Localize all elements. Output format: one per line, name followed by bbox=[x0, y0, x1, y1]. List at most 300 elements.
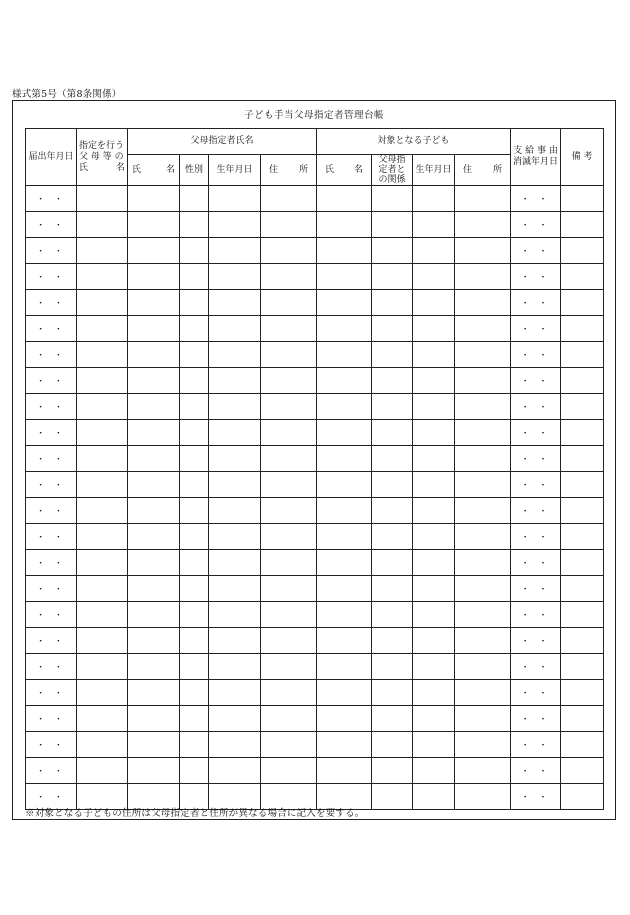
entry-cell[interactable] bbox=[180, 524, 209, 550]
entry-cell[interactable] bbox=[77, 290, 128, 316]
entry-cell[interactable] bbox=[455, 186, 511, 212]
entry-cell[interactable] bbox=[561, 394, 604, 420]
entry-cell[interactable] bbox=[372, 524, 413, 550]
table-row bbox=[26, 186, 604, 212]
filing-date-cell[interactable]: ・ ・ bbox=[26, 420, 77, 446]
entry-cell[interactable] bbox=[209, 264, 261, 290]
entry-cell[interactable] bbox=[77, 732, 128, 758]
entry-cell[interactable] bbox=[180, 342, 209, 368]
entry-cell[interactable] bbox=[372, 446, 413, 472]
filing-date-cell[interactable]: ・ ・ bbox=[26, 446, 77, 472]
entry-cell[interactable] bbox=[77, 524, 128, 550]
entry-cell[interactable] bbox=[180, 420, 209, 446]
filing-date-cell[interactable]: ・ ・ bbox=[26, 706, 77, 732]
entry-cell[interactable] bbox=[561, 758, 604, 784]
entry-cell[interactable] bbox=[261, 706, 317, 732]
entry-cell[interactable] bbox=[209, 186, 261, 212]
table-row bbox=[26, 290, 604, 316]
filing-date-cell[interactable]: ・ ・ bbox=[26, 602, 77, 628]
entry-cell[interactable] bbox=[372, 316, 413, 342]
filing-date-cell[interactable]: ・ ・ bbox=[26, 290, 77, 316]
entry-cell[interactable] bbox=[561, 576, 604, 602]
entry-cell[interactable] bbox=[128, 524, 180, 550]
entry-cell[interactable] bbox=[413, 342, 455, 368]
entry-cell[interactable] bbox=[317, 524, 372, 550]
reason-date-cell[interactable]: ・ ・ bbox=[511, 706, 561, 732]
entry-cell[interactable] bbox=[261, 498, 317, 524]
entry-cell[interactable] bbox=[77, 186, 128, 212]
entry-cell[interactable] bbox=[261, 680, 317, 706]
entry-cell[interactable] bbox=[77, 498, 128, 524]
entry-cell[interactable] bbox=[209, 654, 261, 680]
entry-cell[interactable] bbox=[561, 602, 604, 628]
entry-cell[interactable] bbox=[455, 394, 511, 420]
entry-cell[interactable] bbox=[180, 732, 209, 758]
entry-cell[interactable] bbox=[77, 342, 128, 368]
entry-cell[interactable] bbox=[128, 264, 180, 290]
reason-date-cell[interactable]: ・ ・ bbox=[511, 498, 561, 524]
filing-date-cell[interactable]: ・ ・ bbox=[26, 524, 77, 550]
entry-cell[interactable] bbox=[372, 238, 413, 264]
reason-date-cell[interactable]: ・ ・ bbox=[511, 238, 561, 264]
table-row bbox=[26, 732, 604, 758]
entry-cell[interactable] bbox=[372, 784, 413, 810]
entry-cell[interactable] bbox=[77, 238, 128, 264]
entry-cell[interactable] bbox=[209, 290, 261, 316]
entry-cell[interactable] bbox=[261, 524, 317, 550]
entry-cell[interactable] bbox=[209, 420, 261, 446]
entry-cell[interactable] bbox=[261, 472, 317, 498]
entry-cell[interactable] bbox=[413, 654, 455, 680]
entry-cell[interactable] bbox=[77, 628, 128, 654]
entry-cell[interactable] bbox=[180, 680, 209, 706]
reason-date-cell[interactable]: ・ ・ bbox=[511, 732, 561, 758]
entry-cell[interactable] bbox=[317, 758, 372, 784]
entry-cell[interactable] bbox=[261, 186, 317, 212]
entry-cell[interactable] bbox=[455, 498, 511, 524]
entry-cell[interactable] bbox=[413, 550, 455, 576]
entry-cell[interactable] bbox=[77, 550, 128, 576]
entry-cell[interactable] bbox=[209, 446, 261, 472]
entry-cell[interactable] bbox=[413, 212, 455, 238]
entry-cell[interactable] bbox=[413, 602, 455, 628]
reason-date-cell[interactable]: ・ ・ bbox=[511, 758, 561, 784]
entry-cell[interactable] bbox=[317, 394, 372, 420]
reason-date-cell[interactable]: ・ ・ bbox=[511, 680, 561, 706]
entry-cell[interactable] bbox=[455, 758, 511, 784]
entry-cell[interactable] bbox=[413, 420, 455, 446]
entry-cell[interactable] bbox=[209, 732, 261, 758]
entry-cell[interactable] bbox=[77, 706, 128, 732]
entry-cell[interactable] bbox=[261, 238, 317, 264]
entry-cell[interactable] bbox=[317, 576, 372, 602]
entry-cell[interactable] bbox=[372, 732, 413, 758]
entry-cell[interactable] bbox=[209, 394, 261, 420]
reason-date-cell[interactable]: ・ ・ bbox=[511, 368, 561, 394]
entry-cell[interactable] bbox=[128, 758, 180, 784]
entry-cell[interactable] bbox=[261, 342, 317, 368]
entry-cell[interactable] bbox=[561, 446, 604, 472]
entry-cell[interactable] bbox=[209, 706, 261, 732]
entry-cell[interactable] bbox=[455, 264, 511, 290]
filing-date-cell[interactable]: ・ ・ bbox=[26, 550, 77, 576]
filing-date-cell[interactable]: ・ ・ bbox=[26, 212, 77, 238]
entry-cell[interactable] bbox=[561, 368, 604, 394]
entry-cell[interactable] bbox=[372, 264, 413, 290]
ledger-title: 子ども手当父母指定者管理台帳 bbox=[243, 110, 384, 121]
entry-cell[interactable] bbox=[455, 628, 511, 654]
entry-cell[interactable] bbox=[317, 550, 372, 576]
filing-date-cell[interactable]: ・ ・ bbox=[26, 472, 77, 498]
entry-cell[interactable] bbox=[455, 472, 511, 498]
filing-date-cell[interactable]: ・ ・ bbox=[26, 368, 77, 394]
reason-date-cell[interactable]: ・ ・ bbox=[511, 420, 561, 446]
entry-cell[interactable] bbox=[209, 238, 261, 264]
entry-cell[interactable] bbox=[317, 238, 372, 264]
entry-cell[interactable] bbox=[317, 212, 372, 238]
entry-cell[interactable] bbox=[455, 784, 511, 810]
filing-date-cell[interactable]: ・ ・ bbox=[26, 784, 77, 810]
entry-cell[interactable] bbox=[77, 368, 128, 394]
entry-cell[interactable] bbox=[128, 316, 180, 342]
filing-date-cell[interactable]: ・ ・ bbox=[26, 680, 77, 706]
entry-cell[interactable] bbox=[317, 602, 372, 628]
entry-cell[interactable] bbox=[77, 420, 128, 446]
entry-cell[interactable] bbox=[261, 420, 317, 446]
entry-cell[interactable] bbox=[180, 602, 209, 628]
entry-cell[interactable] bbox=[317, 316, 372, 342]
entry-cell[interactable] bbox=[261, 290, 317, 316]
entry-cell[interactable] bbox=[413, 706, 455, 732]
entry-cell[interactable] bbox=[261, 264, 317, 290]
entry-cell[interactable] bbox=[317, 472, 372, 498]
entry-cell[interactable] bbox=[209, 628, 261, 654]
entry-cell[interactable] bbox=[128, 342, 180, 368]
entry-cell[interactable] bbox=[413, 238, 455, 264]
entry-cell[interactable] bbox=[413, 524, 455, 550]
entry-cell[interactable] bbox=[455, 706, 511, 732]
entry-cell[interactable] bbox=[77, 316, 128, 342]
entry-cell[interactable] bbox=[261, 316, 317, 342]
filing-date-cell[interactable]: ・ ・ bbox=[26, 498, 77, 524]
reason-date-cell[interactable]: ・ ・ bbox=[511, 550, 561, 576]
entry-cell[interactable] bbox=[180, 368, 209, 394]
entry-cell[interactable] bbox=[455, 602, 511, 628]
header-remarks: 備 考 bbox=[561, 129, 604, 186]
entry-cell[interactable] bbox=[180, 628, 209, 654]
entry-cell[interactable] bbox=[455, 680, 511, 706]
entry-cell[interactable] bbox=[372, 602, 413, 628]
entry-cell[interactable] bbox=[413, 368, 455, 394]
entry-cell[interactable] bbox=[128, 186, 180, 212]
entry-cell[interactable] bbox=[372, 758, 413, 784]
entry-cell[interactable] bbox=[561, 550, 604, 576]
entry-cell[interactable] bbox=[561, 654, 604, 680]
entry-cell[interactable] bbox=[180, 290, 209, 316]
reason-date-cell[interactable]: ・ ・ bbox=[511, 602, 561, 628]
filing-date-cell[interactable]: ・ ・ bbox=[26, 186, 77, 212]
entry-cell[interactable] bbox=[128, 238, 180, 264]
entry-cell[interactable] bbox=[455, 550, 511, 576]
entry-cell[interactable] bbox=[128, 420, 180, 446]
entry-cell[interactable] bbox=[561, 732, 604, 758]
entry-cell[interactable] bbox=[372, 186, 413, 212]
entry-cell[interactable] bbox=[128, 498, 180, 524]
entry-cell[interactable] bbox=[77, 680, 128, 706]
entry-cell[interactable] bbox=[180, 238, 209, 264]
entry-cell[interactable] bbox=[413, 186, 455, 212]
entry-cell[interactable] bbox=[561, 186, 604, 212]
entry-cell[interactable] bbox=[455, 654, 511, 680]
table-row bbox=[26, 368, 604, 394]
entry-cell[interactable] bbox=[317, 186, 372, 212]
entry-cell[interactable] bbox=[561, 264, 604, 290]
entry-cell[interactable] bbox=[455, 420, 511, 446]
entry-cell[interactable] bbox=[128, 680, 180, 706]
entry-cell[interactable] bbox=[413, 316, 455, 342]
entry-cell[interactable] bbox=[317, 264, 372, 290]
filing-date-cell[interactable]: ・ ・ bbox=[26, 316, 77, 342]
entry-cell[interactable] bbox=[413, 264, 455, 290]
entry-cell[interactable] bbox=[209, 758, 261, 784]
entry-cell[interactable] bbox=[561, 212, 604, 238]
entry-cell[interactable] bbox=[561, 238, 604, 264]
entry-cell[interactable] bbox=[128, 446, 180, 472]
entry-cell[interactable] bbox=[317, 706, 372, 732]
table-row bbox=[26, 342, 604, 368]
entry-cell[interactable] bbox=[317, 420, 372, 446]
header-reason-line1: 支 給 事 由 bbox=[513, 146, 558, 156]
entry-cell[interactable] bbox=[261, 628, 317, 654]
entry-cell[interactable] bbox=[128, 654, 180, 680]
entry-cell[interactable] bbox=[561, 628, 604, 654]
filing-date-cell[interactable]: ・ ・ bbox=[26, 758, 77, 784]
entry-cell[interactable] bbox=[317, 342, 372, 368]
reason-date-cell[interactable]: ・ ・ bbox=[511, 212, 561, 238]
entry-cell[interactable] bbox=[261, 654, 317, 680]
entry-cell[interactable] bbox=[372, 706, 413, 732]
table-row bbox=[26, 576, 604, 602]
entry-cell[interactable] bbox=[561, 706, 604, 732]
entry-cell[interactable] bbox=[180, 264, 209, 290]
entry-cell[interactable] bbox=[128, 212, 180, 238]
filing-date-cell[interactable]: ・ ・ bbox=[26, 576, 77, 602]
entry-cell[interactable] bbox=[455, 290, 511, 316]
entry-cell[interactable] bbox=[413, 628, 455, 654]
entry-cell[interactable] bbox=[128, 602, 180, 628]
entry-cell[interactable] bbox=[413, 758, 455, 784]
entry-cell[interactable] bbox=[180, 758, 209, 784]
entry-cell[interactable] bbox=[561, 316, 604, 342]
entry-cell[interactable] bbox=[128, 472, 180, 498]
entry-cell[interactable] bbox=[128, 394, 180, 420]
reason-date-cell[interactable]: ・ ・ bbox=[511, 628, 561, 654]
entry-cell[interactable] bbox=[261, 368, 317, 394]
entry-cell[interactable] bbox=[317, 680, 372, 706]
entry-cell[interactable] bbox=[77, 212, 128, 238]
entry-cell[interactable] bbox=[209, 498, 261, 524]
table-row bbox=[26, 628, 604, 654]
entry-cell[interactable] bbox=[455, 576, 511, 602]
reason-date-cell[interactable]: ・ ・ bbox=[511, 472, 561, 498]
entry-cell[interactable] bbox=[372, 212, 413, 238]
entry-cell[interactable] bbox=[180, 212, 209, 238]
entry-cell[interactable] bbox=[180, 498, 209, 524]
entry-cell[interactable] bbox=[180, 654, 209, 680]
entry-cell[interactable] bbox=[261, 212, 317, 238]
entry-cell[interactable] bbox=[561, 680, 604, 706]
filing-date-cell[interactable]: ・ ・ bbox=[26, 238, 77, 264]
entry-cell[interactable] bbox=[180, 394, 209, 420]
entry-cell[interactable] bbox=[209, 602, 261, 628]
entry-cell[interactable] bbox=[372, 576, 413, 602]
entry-cell[interactable] bbox=[209, 680, 261, 706]
entry-cell[interactable] bbox=[128, 706, 180, 732]
entry-cell[interactable] bbox=[261, 394, 317, 420]
header-parent-address-a: 住 bbox=[269, 164, 279, 175]
entry-cell[interactable] bbox=[317, 732, 372, 758]
entry-cell[interactable] bbox=[180, 446, 209, 472]
entry-cell[interactable] bbox=[372, 368, 413, 394]
entry-cell[interactable] bbox=[372, 628, 413, 654]
entry-cell[interactable] bbox=[261, 550, 317, 576]
entry-cell[interactable] bbox=[180, 576, 209, 602]
entry-cell[interactable] bbox=[128, 368, 180, 394]
entry-cell[interactable] bbox=[77, 472, 128, 498]
entry-cell[interactable] bbox=[455, 446, 511, 472]
entry-cell[interactable] bbox=[455, 524, 511, 550]
entry-cell[interactable] bbox=[561, 472, 604, 498]
entry-cell[interactable] bbox=[209, 472, 261, 498]
header-child-address-b: 所 bbox=[493, 164, 503, 175]
entry-cell[interactable] bbox=[128, 732, 180, 758]
entry-cell[interactable] bbox=[455, 342, 511, 368]
filing-date-cell[interactable]: ・ ・ bbox=[26, 394, 77, 420]
reason-date-cell[interactable]: ・ ・ bbox=[511, 342, 561, 368]
filing-date-cell[interactable]: ・ ・ bbox=[26, 628, 77, 654]
entry-cell[interactable] bbox=[372, 654, 413, 680]
entry-cell[interactable] bbox=[261, 446, 317, 472]
entry-cell[interactable] bbox=[317, 498, 372, 524]
entry-cell[interactable] bbox=[209, 550, 261, 576]
header-parent-name bbox=[128, 155, 180, 186]
entry-cell[interactable] bbox=[180, 316, 209, 342]
entry-cell[interactable] bbox=[561, 498, 604, 524]
filing-date-cell[interactable]: ・ ・ bbox=[26, 732, 77, 758]
table-row bbox=[26, 394, 604, 420]
entry-cell[interactable] bbox=[455, 732, 511, 758]
entry-cell[interactable] bbox=[261, 576, 317, 602]
entry-cell[interactable] bbox=[561, 420, 604, 446]
entry-cell[interactable] bbox=[413, 784, 455, 810]
entry-cell[interactable] bbox=[372, 290, 413, 316]
entry-cell[interactable] bbox=[180, 472, 209, 498]
entry-cell[interactable] bbox=[413, 394, 455, 420]
entry-cell[interactable] bbox=[372, 498, 413, 524]
entry-cell[interactable] bbox=[209, 368, 261, 394]
reason-date-cell[interactable]: ・ ・ bbox=[511, 446, 561, 472]
filing-date-cell[interactable]: ・ ・ bbox=[26, 342, 77, 368]
reason-date-cell[interactable]: ・ ・ bbox=[511, 394, 561, 420]
header-child-address-a: 住 bbox=[463, 164, 473, 175]
filing-date-cell[interactable]: ・ ・ bbox=[26, 264, 77, 290]
entry-cell[interactable] bbox=[372, 342, 413, 368]
entry-cell[interactable] bbox=[77, 576, 128, 602]
entry-cell[interactable] bbox=[413, 290, 455, 316]
entry-cell[interactable] bbox=[317, 368, 372, 394]
entry-cell[interactable] bbox=[561, 342, 604, 368]
entry-cell[interactable] bbox=[261, 602, 317, 628]
reason-date-cell[interactable]: ・ ・ bbox=[511, 784, 561, 810]
table-row bbox=[26, 212, 604, 238]
entry-cell[interactable] bbox=[455, 316, 511, 342]
entry-cell[interactable] bbox=[77, 758, 128, 784]
entry-cell[interactable] bbox=[372, 472, 413, 498]
entry-cell[interactable] bbox=[413, 680, 455, 706]
entry-cell[interactable] bbox=[128, 290, 180, 316]
reason-date-cell[interactable]: ・ ・ bbox=[511, 316, 561, 342]
reason-date-cell[interactable]: ・ ・ bbox=[511, 576, 561, 602]
entry-cell[interactable] bbox=[180, 186, 209, 212]
ledger-body bbox=[26, 186, 604, 810]
reason-date-cell[interactable]: ・ ・ bbox=[511, 186, 561, 212]
entry-cell[interactable] bbox=[413, 576, 455, 602]
entry-cell[interactable] bbox=[77, 602, 128, 628]
entry-cell[interactable] bbox=[180, 706, 209, 732]
entry-cell[interactable] bbox=[77, 394, 128, 420]
entry-cell[interactable] bbox=[413, 446, 455, 472]
entry-cell[interactable] bbox=[372, 420, 413, 446]
reason-date-cell[interactable]: ・ ・ bbox=[511, 524, 561, 550]
entry-cell[interactable] bbox=[372, 680, 413, 706]
entry-cell[interactable] bbox=[180, 550, 209, 576]
entry-cell[interactable] bbox=[209, 342, 261, 368]
reason-date-cell[interactable]: ・ ・ bbox=[511, 264, 561, 290]
entry-cell[interactable] bbox=[128, 550, 180, 576]
entry-cell[interactable] bbox=[455, 368, 511, 394]
reason-date-cell[interactable]: ・ ・ bbox=[511, 654, 561, 680]
reason-date-cell[interactable]: ・ ・ bbox=[511, 290, 561, 316]
entry-cell[interactable] bbox=[561, 524, 604, 550]
entry-cell[interactable] bbox=[413, 732, 455, 758]
entry-cell[interactable] bbox=[209, 576, 261, 602]
entry-cell[interactable] bbox=[372, 550, 413, 576]
entry-cell[interactable] bbox=[561, 290, 604, 316]
entry-cell[interactable] bbox=[317, 654, 372, 680]
entry-cell[interactable] bbox=[128, 576, 180, 602]
entry-cell[interactable] bbox=[261, 758, 317, 784]
entry-cell[interactable] bbox=[561, 784, 604, 810]
entry-cell[interactable] bbox=[317, 446, 372, 472]
entry-cell[interactable] bbox=[77, 654, 128, 680]
entry-cell[interactable] bbox=[261, 732, 317, 758]
entry-cell[interactable] bbox=[413, 472, 455, 498]
entry-cell[interactable] bbox=[77, 264, 128, 290]
entry-cell[interactable] bbox=[317, 628, 372, 654]
entry-cell[interactable] bbox=[413, 498, 455, 524]
entry-cell[interactable] bbox=[77, 446, 128, 472]
entry-cell[interactable] bbox=[372, 394, 413, 420]
entry-cell[interactable] bbox=[317, 290, 372, 316]
entry-cell[interactable] bbox=[455, 238, 511, 264]
entry-cell[interactable] bbox=[128, 628, 180, 654]
filing-date-cell[interactable]: ・ ・ bbox=[26, 654, 77, 680]
entry-cell[interactable] bbox=[209, 212, 261, 238]
entry-cell[interactable] bbox=[209, 316, 261, 342]
entry-cell[interactable] bbox=[209, 524, 261, 550]
entry-cell[interactable] bbox=[455, 212, 511, 238]
header-designator-line1: 指定を行う bbox=[79, 140, 125, 151]
